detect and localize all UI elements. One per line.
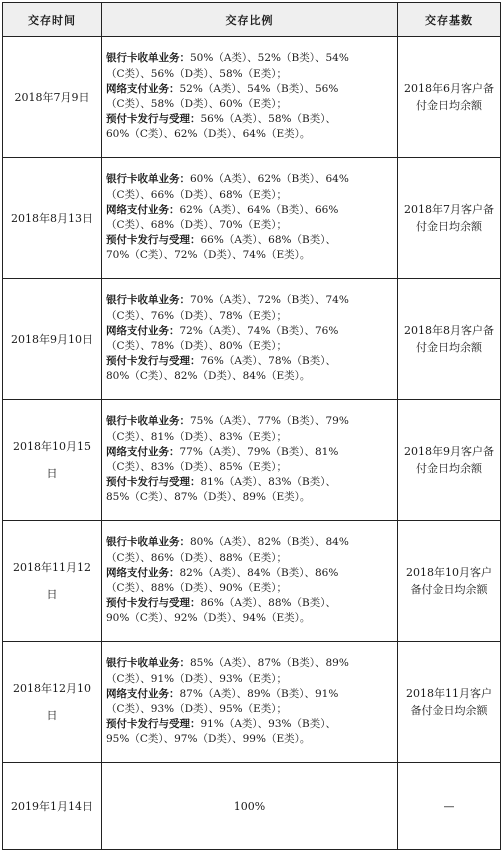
- business-type-label: 网络支付业务：: [106, 82, 180, 95]
- date-cell: 2018年12月10日: [3, 642, 102, 763]
- base-cell: 2018年10月客户备付金日均余额: [398, 521, 501, 642]
- ratio-line: [106, 490, 393, 505]
- date-cell: 2018年8月13日: [3, 158, 102, 279]
- table-row: [3, 37, 501, 158]
- ratio-line: [106, 369, 393, 384]
- table-row: [3, 279, 501, 400]
- ratio-line: [106, 82, 393, 97]
- business-type-label: 预付卡发行与受理：: [106, 113, 201, 126]
- business-type-label: 银行卡收单业务：: [106, 52, 190, 65]
- ratio-line: [106, 430, 393, 445]
- ratio-values: （C类）、86%（D类）、88%（E类）；: [106, 551, 288, 564]
- ratio-values: 90%（C类）、92%（D类）、94%（E类）。: [106, 612, 311, 625]
- ratio-values: 80%（C类）、82%（D类）、84%（E类）。: [106, 370, 311, 383]
- ratio-line: [106, 475, 393, 490]
- ratio-line: [106, 581, 393, 596]
- business-type-label: 银行卡收单业务：: [106, 536, 190, 549]
- ratio-line: [106, 309, 393, 324]
- final-date-cell: 2019年1月14日: [3, 763, 102, 850]
- table-header-row: [3, 3, 501, 37]
- ratio-line: [106, 672, 393, 687]
- ratio-values: 76%（A类）、78%（B类）、: [200, 355, 336, 368]
- ratio-line: [106, 732, 393, 747]
- ratio-line: [106, 687, 393, 702]
- ratio-line: [106, 339, 393, 354]
- table-row: [3, 400, 501, 521]
- deposit-schedule-table: [2, 2, 501, 850]
- business-type-label: 预付卡发行与受理：: [106, 234, 201, 247]
- ratio-values: 50%（A类）、52%（B类）、54%: [190, 52, 349, 65]
- header-deposit-base: 交存基数: [398, 3, 501, 37]
- ratio-cell: [102, 521, 398, 642]
- ratio-cell: [102, 37, 398, 158]
- ratio-line: [106, 445, 393, 460]
- base-cell: 2018年9月客户备付金日均余额: [398, 400, 501, 521]
- ratio-line: [106, 702, 393, 717]
- business-type-label: 银行卡收单业务：: [106, 657, 190, 670]
- date-cell: 2018年11月12日: [3, 521, 102, 642]
- table-row-final: [3, 763, 501, 850]
- final-base-cell: —: [398, 763, 501, 850]
- ratio-line: [106, 188, 393, 203]
- ratio-values: 81%（A类）、83%（B类）、: [200, 476, 336, 489]
- base-cell: 2018年8月客户备付金日均余额: [398, 279, 501, 400]
- ratio-cell: [102, 400, 398, 521]
- ratio-values: 82%（A类）、84%（B类）、86%: [179, 566, 339, 579]
- ratio-line: [106, 97, 393, 112]
- business-type-label: 网络支付业务：: [106, 687, 180, 700]
- ratio-values: 95%（C类）、97%（D类）、99%（E类）。: [106, 733, 311, 746]
- business-type-label: 网络支付业务：: [106, 203, 180, 216]
- ratio-line: [106, 248, 393, 263]
- date-cell: 2018年7月9日: [3, 37, 102, 158]
- ratio-line: [106, 566, 393, 581]
- business-type-label: 预付卡发行与受理：: [106, 597, 201, 610]
- ratio-values: 85%（A类）、87%（B类）、89%: [190, 657, 349, 670]
- ratio-line: [106, 611, 393, 626]
- ratio-values: 56%（A类）、58%（B类）、: [200, 113, 336, 126]
- ratio-values: （C类）、91%（D类）、93%（E类）；: [106, 672, 288, 685]
- ratio-values: （C类）、78%（D类）、80%（E类）；: [106, 340, 288, 352]
- ratio-line: [106, 112, 393, 127]
- business-type-label: 网络支付业务：: [106, 324, 180, 337]
- base-cell: 2018年11月客户备付金日均余额: [398, 642, 501, 763]
- ratio-values: （C类）、66%（D类）、68%（E类）；: [106, 188, 288, 201]
- ratio-line: [106, 233, 393, 248]
- ratio-values: （C类）、58%（D类）、60%（E类）；: [106, 98, 288, 110]
- date-cell: 2018年9月10日: [3, 279, 102, 400]
- ratio-line: [106, 51, 393, 66]
- ratio-values: 72%（A类）、74%（B类）、76%: [179, 324, 339, 337]
- ratio-values: （C类）、88%（D类）、90%（E类）；: [106, 582, 288, 594]
- ratio-values: （C类）、93%（D类）、95%（E类）；: [106, 703, 288, 715]
- ratio-line: [106, 172, 393, 187]
- table-row: [3, 521, 501, 642]
- ratio-line: [106, 596, 393, 611]
- ratio-line: [106, 324, 393, 339]
- ratio-line: [106, 218, 393, 233]
- business-type-label: 银行卡收单业务：: [106, 173, 190, 186]
- ratio-values: （C类）、83%（D类）、85%（E类）；: [106, 461, 288, 473]
- ratio-values: 60%（A类）、62%（B类）、64%: [190, 173, 349, 186]
- ratio-values: 87%（A类）、89%（B类）、91%: [179, 687, 339, 700]
- business-type-label: 预付卡发行与受理：: [106, 355, 201, 368]
- base-cell: 2018年6月客户备付金日均余额: [398, 37, 501, 158]
- ratio-line: [106, 551, 393, 566]
- ratio-values: 80%（A类）、82%（B类）、84%: [190, 536, 349, 549]
- ratio-values: 62%（A类）、64%（B类）、66%: [179, 203, 339, 216]
- ratio-line: [106, 414, 393, 429]
- ratio-values: 77%（A类）、79%（B类）、81%: [179, 445, 339, 458]
- business-type-label: 银行卡收单业务：: [106, 294, 190, 307]
- ratio-values: 70%（A类）、72%（B类）、74%: [190, 294, 349, 307]
- ratio-line: [106, 293, 393, 308]
- ratio-cell: [102, 279, 398, 400]
- table-row: [3, 642, 501, 763]
- ratio-values: （C类）、56%（D类）、58%（E类）；: [106, 67, 288, 80]
- ratio-line: [106, 203, 393, 218]
- base-cell: 2018年7月客户备付金日均余额: [398, 158, 501, 279]
- business-type-label: 预付卡发行与受理：: [106, 718, 201, 731]
- ratio-values: （C类）、68%（D类）、70%（E类）；: [106, 219, 288, 231]
- ratio-cell: [102, 642, 398, 763]
- ratio-line: [106, 67, 393, 82]
- ratio-values: 85%（C类）、87%（D类）、89%（E类）。: [106, 491, 311, 504]
- ratio-values: 75%（A类）、77%（B类）、79%: [190, 415, 349, 428]
- final-ratio-cell: 100%: [102, 763, 398, 850]
- business-type-label: 网络支付业务：: [106, 445, 180, 458]
- ratio-line: [106, 656, 393, 671]
- ratio-line: [106, 354, 393, 369]
- ratio-values: （C类）、76%（D类）、78%（E类）；: [106, 309, 288, 322]
- ratio-values: 70%（C类）、72%（D类）、74%（E类）。: [106, 249, 311, 262]
- business-type-label: 网络支付业务：: [106, 566, 180, 579]
- ratio-values: 91%（A类）、93%（B类）、: [200, 718, 336, 731]
- ratio-values: 86%（A类）、88%（B类）、: [200, 597, 336, 610]
- ratio-values: 52%（A类）、54%（B类）、56%: [179, 82, 339, 95]
- business-type-label: 预付卡发行与受理：: [106, 476, 201, 489]
- ratio-values: 66%（A类）、68%（B类）、: [200, 234, 336, 247]
- ratio-line: [106, 460, 393, 475]
- ratio-values: （C类）、81%（D类）、83%（E类）；: [106, 430, 288, 443]
- ratio-line: [106, 717, 393, 732]
- header-deposit-time: 交存时间: [3, 3, 102, 37]
- ratio-line: [106, 127, 393, 142]
- business-type-label: 银行卡收单业务：: [106, 415, 190, 428]
- header-deposit-ratio: 交存比例: [102, 3, 398, 37]
- ratio-values: 60%（C类）、62%（D类）、64%（E类）。: [106, 128, 311, 141]
- ratio-cell: [102, 158, 398, 279]
- date-cell: 2018年10月15日: [3, 400, 102, 521]
- table-row: [3, 158, 501, 279]
- ratio-line: [106, 535, 393, 550]
